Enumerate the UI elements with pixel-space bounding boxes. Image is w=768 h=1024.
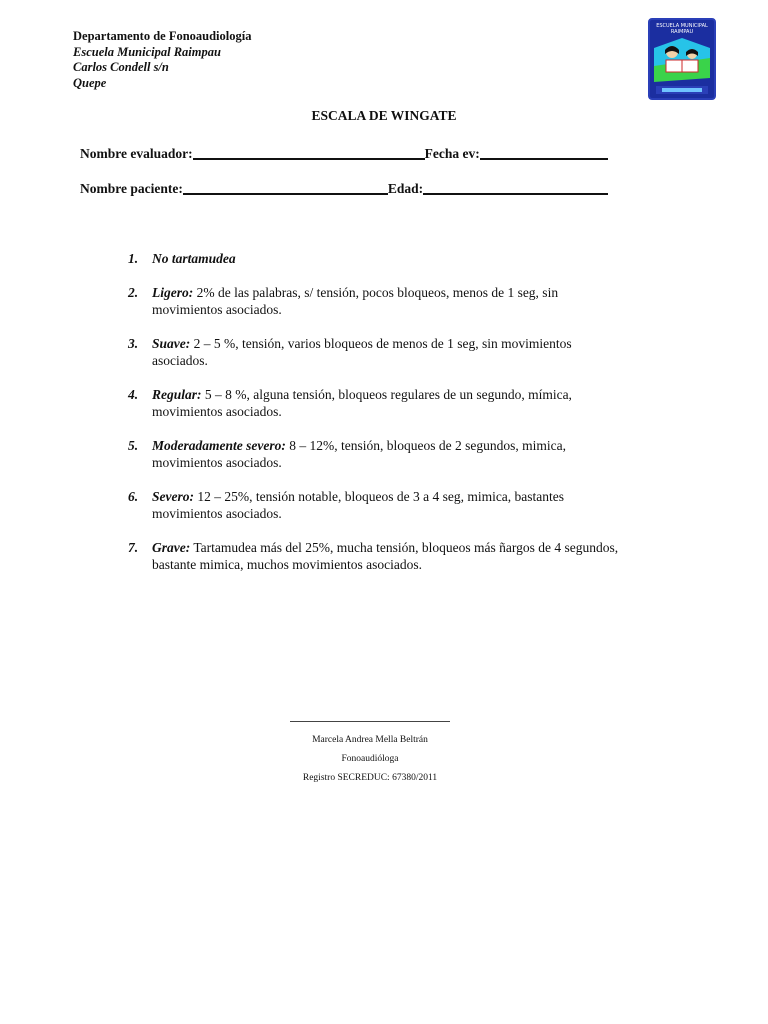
signer-name: Marcela Andrea Mella Beltrán — [312, 735, 428, 745]
svg-text:RAIMPAU: RAIMPAU — [670, 29, 694, 35]
item-number: 2. — [128, 284, 139, 300]
patient-label: Nombre paciente: — [80, 181, 183, 196]
school-name: Escuela Municipal Raimpau — [73, 44, 221, 59]
item-number: 1. — [128, 251, 139, 266]
scale-list — [128, 250, 628, 590]
item-label: Grave: — [152, 539, 191, 555]
item-number: 3. — [128, 335, 139, 351]
item-label: No tartamudea — [152, 251, 236, 266]
list-item — [128, 386, 628, 421]
item-text: 2 – 5 %, tensión, varios bloqueos de menos de 1 seg, sin movimientos asociados. — [152, 335, 572, 368]
evaluator-row — [80, 144, 608, 162]
item-number: 4. — [128, 386, 139, 402]
school-address: Carlos Condell s/n — [73, 60, 169, 74]
item-number: 6. — [128, 488, 139, 504]
item-label: Moderadamente severo: — [152, 437, 286, 453]
letterhead — [73, 29, 251, 91]
item-number: 5. — [128, 437, 139, 453]
signature-block — [0, 712, 740, 788]
item-text: Tartamudea más del 25%, mucha tensión, bloqueos más ñargos de 4 segundos, bastante mimica, muchos movimientos asociados. — [152, 539, 619, 572]
item-label: Ligero: — [152, 284, 194, 300]
list-item — [128, 437, 628, 472]
list-item — [128, 250, 628, 268]
item-label: Severo: — [152, 488, 194, 504]
list-item — [128, 284, 628, 319]
list-item — [128, 488, 628, 523]
logo-text: ESCUELA MUNICIPAL — [656, 23, 708, 29]
signature-line — [290, 721, 450, 722]
item-text: 8 – 12%, tensión, bloqueos de 2 segundos, mimica, movimientos asociados. — [152, 437, 566, 470]
evaluator-label: Nombre evaluador: — [80, 146, 193, 161]
item-label: Regular: — [152, 386, 202, 402]
date-label: Fecha ev: — [424, 146, 480, 161]
patient-row — [80, 179, 608, 197]
page-title: ESCALA DE WINGATE — [311, 108, 457, 123]
list-item — [128, 539, 628, 574]
age-field[interactable] — [423, 179, 608, 195]
school-logo — [648, 18, 716, 100]
list-item — [128, 335, 628, 370]
item-number: 7. — [128, 539, 139, 555]
signer-role: Fonoaudióloga — [341, 754, 399, 764]
item-text: 12 – 25%, tensión notable, bloqueos de 3 a 4 seg, mimica, bastantes movimientos asociados. — [152, 488, 565, 521]
item-label: Suave: — [152, 335, 191, 351]
department-name: Departamento de Fonoaudiología — [73, 29, 252, 43]
patient-field[interactable] — [183, 179, 388, 195]
evaluator-field[interactable] — [193, 144, 425, 160]
date-field[interactable] — [480, 144, 608, 160]
item-text: 2% de las palabras, s/ tensión, pocos bloqueos, menos de 1 seg, sin movimientos asociados. — [152, 284, 559, 317]
school-city: Quepe — [73, 75, 107, 90]
age-label: Edad: — [387, 181, 424, 196]
signer-registry: Registro SECREDUC: 67380/2011 — [302, 773, 438, 783]
item-text: 5 – 8 %, alguna tensión, bloqueos regulares de un segundo, mímica, movimientos asociados. — [152, 386, 572, 419]
